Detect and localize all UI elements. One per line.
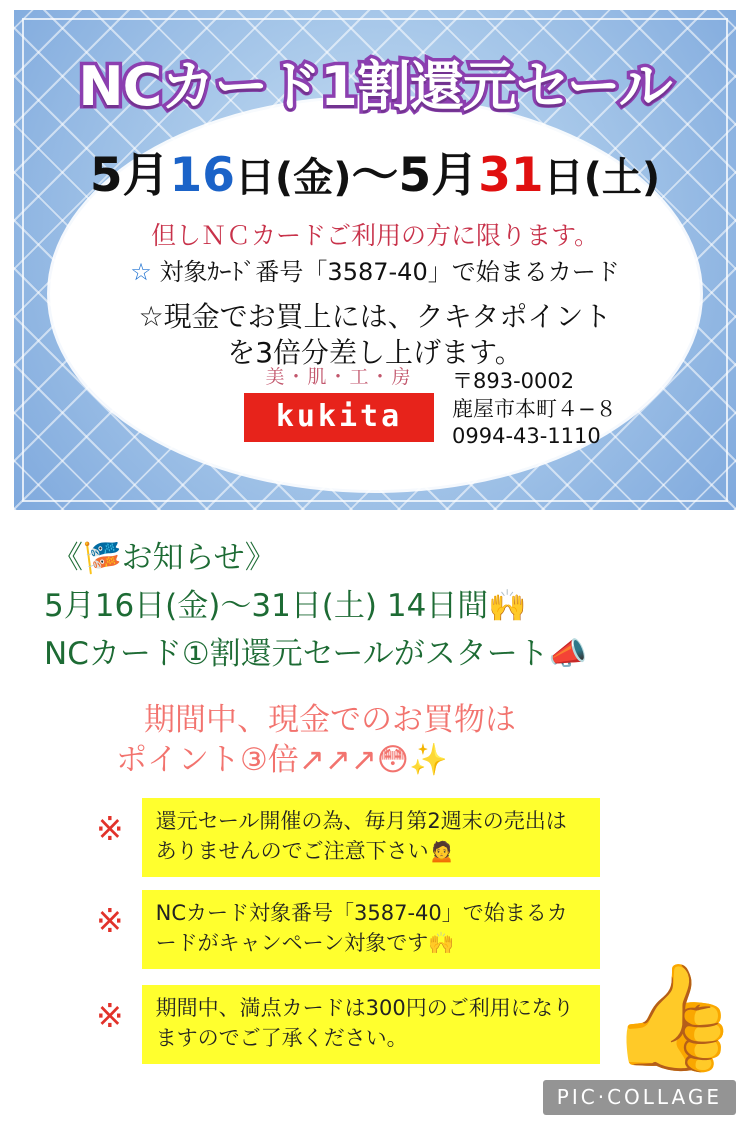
address-street: 鹿屋市本町４−８ [452, 396, 617, 421]
announcement-line-period [44, 580, 527, 625]
announcement-points-text: ポイント③倍↗↗↗ [116, 742, 377, 778]
date-start-suffix: 日(金) [234, 155, 352, 201]
pic-collage-watermark: PIC·COLLAGE [543, 1080, 736, 1115]
store-address [452, 368, 617, 451]
raising-hands-icon: 🙌 [488, 588, 527, 624]
announcement-cash-line-1: 期間中、現金でのお買物は [144, 702, 516, 738]
announcement-period-text: 5月16日(金)〜31日(土) 14日間 [44, 588, 489, 624]
note-item [96, 985, 600, 1064]
address-phone: 0994-43-1110 [452, 424, 601, 449]
date-prefix: 5月 [89, 148, 170, 203]
carp-streamer-icon: 🎏 [83, 540, 122, 576]
flushed-face-sparkles-icon: 😳✨ [376, 742, 448, 778]
date-start-day: 16 [169, 148, 235, 203]
announcement-headline [52, 532, 276, 577]
note-item [96, 798, 600, 877]
announcement-line-sale-start [44, 628, 587, 673]
brand-block [244, 362, 434, 442]
poster-note-card-only: 但しＮＣカードご利用の方に限ります。 [150, 221, 599, 250]
headline-text: お知らせ [121, 540, 245, 576]
poster-note-card-number [14, 252, 736, 287]
headline-close-bracket: 》 [244, 540, 276, 576]
announcement-cash-line-2 [116, 734, 448, 779]
star-icon: ☆ [130, 258, 152, 286]
date-end-suffix: 日(土) [543, 155, 661, 201]
asterisk-icon: ※ [96, 809, 124, 848]
poster-note-cash-points-1: ☆現金でお買上には、クキタポイント [138, 300, 612, 333]
date-tilde: 〜5月 [351, 148, 479, 203]
thumbs-up-icon: 👍 [608, 956, 738, 1078]
poster-title: NCカード1割還元セール [78, 55, 672, 118]
note-item [96, 890, 600, 969]
poster-note-card-number-text: 対象ｶｰﾄﾞ番号「3587-40」で始まるカード [159, 258, 620, 286]
date-end-day: 31 [478, 148, 544, 203]
address-postal: 〒893-0002 [452, 369, 575, 393]
poster-note-cash-points-2: を3倍分差し上げます。 [227, 336, 523, 369]
note-text: 還元セール開催の為、毎月第2週末の売出はありませんのでご注意下さい🙍 [142, 798, 600, 877]
note-text: 期間中、満点カードは300円のご利用になりますのでご了承ください。 [142, 985, 600, 1064]
announcement-sale-start-text: NCカード①割還元セールがスタート [44, 636, 549, 672]
promotion-poster [14, 10, 736, 510]
note-text: NCカード対象番号「3587-40」で始まるカードがキャンペーン対象です🙌 [142, 890, 600, 969]
poster-date-line [14, 138, 736, 205]
asterisk-icon: ※ [96, 901, 124, 940]
megaphone-icon: 📣 [548, 636, 588, 672]
headline-open-bracket: 《 [52, 540, 83, 576]
asterisk-icon: ※ [96, 996, 124, 1035]
brand-logo: kukita [244, 393, 434, 442]
brand-subtitle: 美・肌・工・房 [265, 366, 413, 388]
